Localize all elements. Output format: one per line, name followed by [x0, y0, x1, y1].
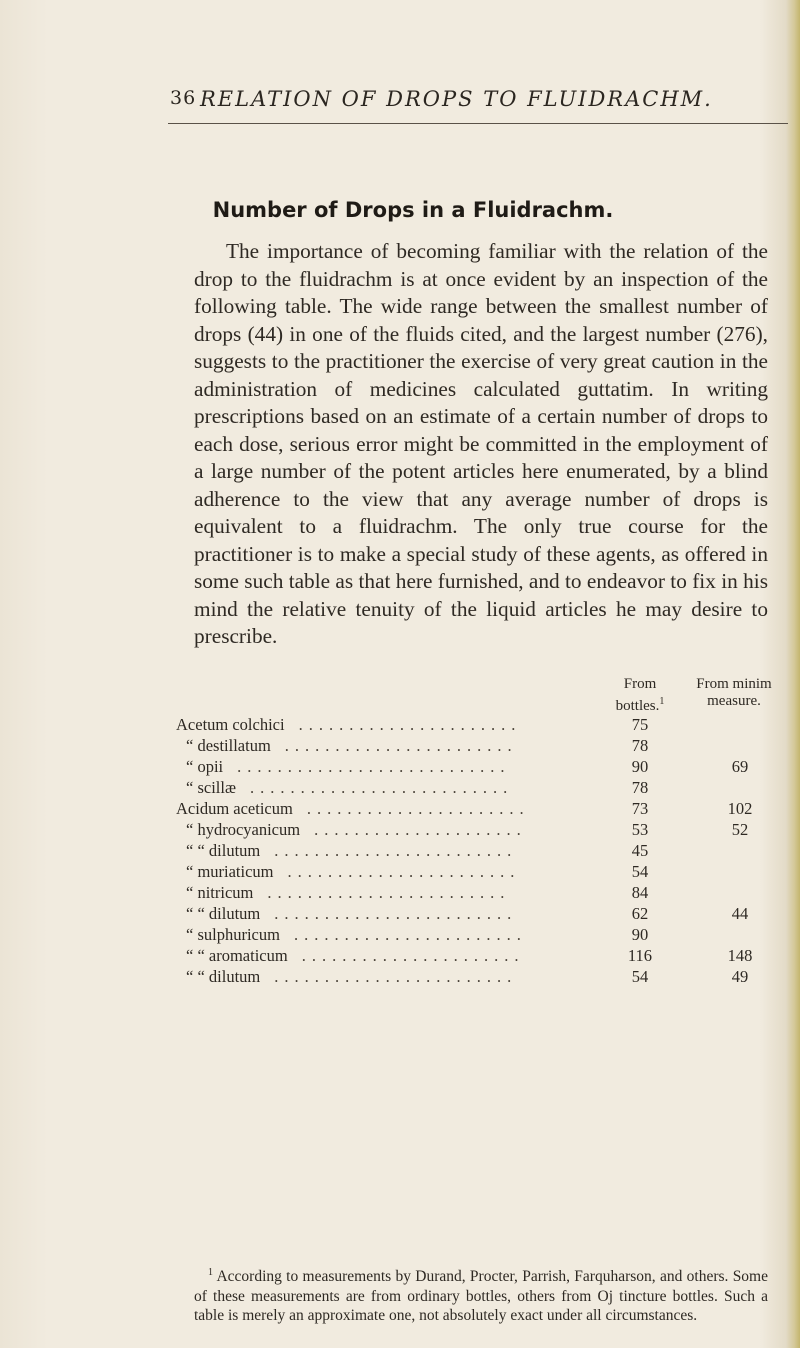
row-from-bottles: 73: [631, 799, 649, 818]
header-rule: [168, 123, 788, 124]
table-row: [0, 967, 800, 988]
page-header: [0, 87, 800, 117]
leader-dots: ......................: [298, 715, 522, 734]
row-from-bottles: 84: [631, 883, 649, 902]
row-from-bottles: 62: [631, 904, 649, 923]
leader-dots: ..........................: [249, 778, 514, 797]
column-header-from-minim: From minim measure.: [696, 676, 772, 709]
table-row: [0, 841, 800, 862]
row-drug-name: “ muriaticum: [186, 862, 274, 881]
leader-dots: ...........................: [237, 757, 511, 776]
running-head: RELATION OF DROPS TO FLUIDRACHM.: [200, 87, 713, 111]
table-row: [0, 778, 800, 799]
leader-dots: .......................: [287, 862, 521, 881]
row-from-bottles: 90: [631, 925, 649, 944]
row-from-minim: 44: [731, 904, 749, 923]
leader-dots: ......................: [306, 799, 530, 818]
table-row: [0, 946, 800, 967]
row-from-bottles: 75: [631, 715, 649, 734]
page-number: 36: [170, 87, 197, 109]
table-row: [0, 757, 800, 778]
table-row: [0, 862, 800, 883]
row-drug-name: “ “ dilutum: [186, 841, 261, 860]
row-from-bottles: 53: [631, 820, 649, 839]
row-from-bottles: 78: [631, 736, 649, 755]
row-drug-name: Acidum aceticum: [176, 799, 293, 818]
row-from-minim: 102: [727, 799, 753, 818]
footnote-text: According to measurements by Durand, Procter, Parrish, Farquharson, and others. Some of these measurements are from ordinary bottles, others from Oj tincture bottles. Such a table is merely an approximate one, not absolutely exact under all circumstances.: [194, 1268, 768, 1325]
leader-dots: ........................: [274, 967, 518, 986]
row-drug-name: “ sulphuricum: [186, 925, 280, 944]
leader-dots: ........................: [274, 904, 518, 923]
row-from-minim: 52: [731, 820, 749, 839]
row-drug-name: “ hydrocyanicum: [186, 820, 301, 839]
row-drug-name: “ scillæ: [186, 778, 236, 797]
leader-dots: .....................: [314, 820, 527, 839]
leader-dots: .......................: [284, 736, 518, 755]
row-from-minim: 148: [727, 946, 753, 965]
footnote-mark: 1: [208, 1267, 213, 1278]
leader-dots: ......................: [301, 946, 525, 965]
table-row: [0, 883, 800, 904]
row-from-bottles: 45: [631, 841, 649, 860]
leader-dots: ........................: [274, 841, 518, 860]
section-title: Number of Drops in a Fluidrachm.: [212, 198, 614, 222]
leader-dots: ........................: [267, 883, 511, 902]
row-from-bottles: 78: [631, 778, 649, 797]
body-paragraph: The importance of becoming familiar with the relation of the drop to the fluidrachm is at once evident by an inspection of the following table. The wide range between the smallest number of drops (44) in one of the fluids cited, and the largest number (276), suggests to the practitioner the exercise of very great caution in the administration of medicines calculated guttatim. In writing prescriptions based on an estimate of a certain number of drops to each dose, serious error might be committed in the employment of a large number of the potent articles here enumerated, by a blind adherence to the view that any average number of drops is equivalent to a fluidrachm. The only true course for the practitioner is to make a special study of these agents, as offered in some such table as that here furnished, and to endeavor to fix in his mind the relative tenuity of the liquid articles he may desire to prescribe.: [194, 239, 768, 648]
row-drug-name: “ destillatum: [186, 736, 271, 755]
row-drug-name: “ “ dilutum: [186, 904, 261, 923]
row-drug-name: “ “ dilutum: [186, 967, 261, 986]
row-from-bottles: 54: [631, 862, 649, 881]
column-header-from-bottles: [600, 676, 680, 715]
row-drug-name: Acetum colchici: [176, 715, 285, 734]
table-row: [0, 820, 800, 841]
table-row: [0, 925, 800, 946]
table-row: [0, 715, 800, 736]
leader-dots: .......................: [293, 925, 527, 944]
row-from-bottles: 90: [631, 757, 649, 776]
footnote-reference: 1: [659, 696, 665, 707]
row-from-bottles: 116: [627, 946, 653, 965]
row-drug-name: “ opii: [186, 757, 224, 776]
row-drug-name: “ nitricum: [186, 883, 254, 902]
table-row: [0, 736, 800, 757]
table-row: [0, 799, 800, 820]
footnote: [194, 1263, 768, 1326]
row-drug-name: “ “ aromaticum: [186, 946, 288, 965]
row-from-bottles: 54: [631, 967, 649, 986]
table-row: [0, 904, 800, 925]
row-from-minim: 49: [731, 967, 749, 986]
row-from-minim: 69: [731, 757, 749, 776]
column-header-from-bottles-label: From bottles.: [615, 676, 660, 714]
